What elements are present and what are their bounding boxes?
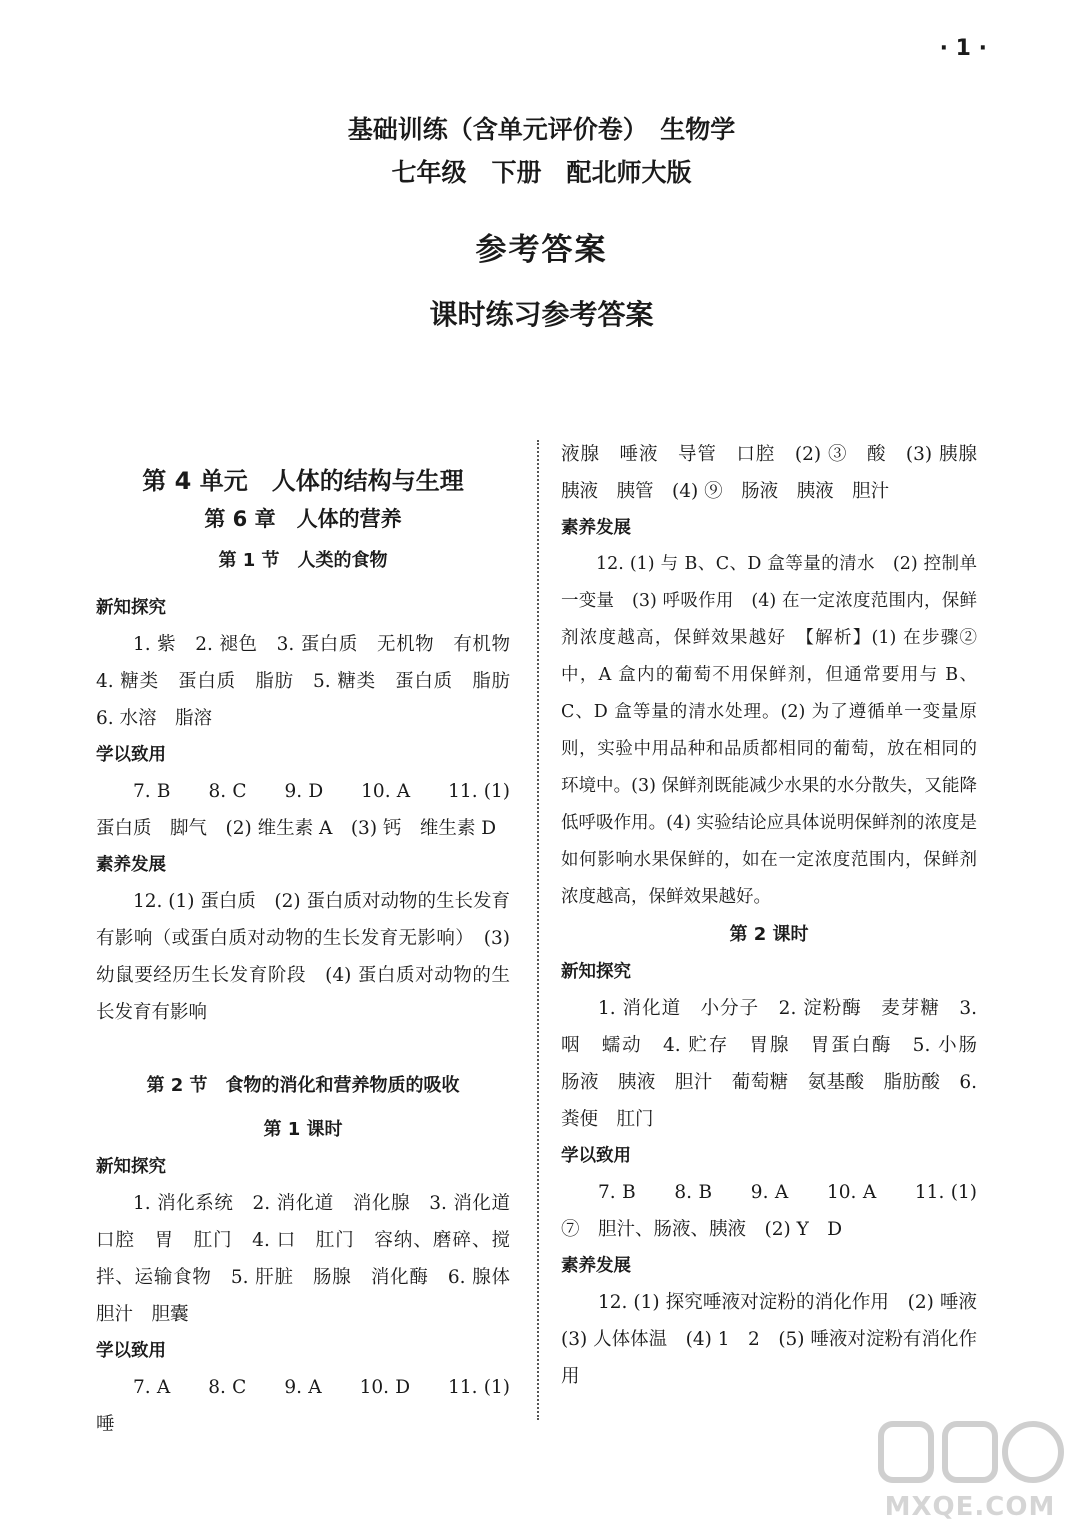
answer-title: 参考答案: [475, 232, 608, 268]
section-heading: 素养发展: [561, 1256, 631, 1276]
answer-paragraph: 液腺 唾液 导管 口腔 (2) ③ 酸 (3) 胰腺 胰液 胰管 (4) ⑨ 肠液 胰液 胆汁: [561, 444, 996, 502]
lesson-title: 第 2 课时: [729, 924, 809, 945]
answer-paragraph: 7. A 8. C 9. A 10. D 11. (1) 唾: [96, 1377, 510, 1435]
answer-paragraph: 1. 消化系统 2. 消化道 消化腺 3. 消化道 口腔 胃 肛门 4. 口 肛门 容纳、磨碎、搅拌、运输食物 5. 肝脏 肠腺 消化酶 6. 腺体 胆汁 胆囊: [96, 1193, 529, 1325]
left-column: [96, 436, 529, 1443]
watermark-icon: [875, 1416, 1065, 1496]
section-heading: 新知探究: [561, 962, 631, 982]
unit-title: 第 4 单元 人体的结构与生理: [142, 467, 464, 495]
answer-paragraph: 1. 消化道 小分子 2. 淀粉酶 麦芽糖 3. 咽 蠕动 4. 贮存 胃腺 胃蛋白酶 5. 小肠 肠液 胰液 胆汁 葡萄糖 氨基酸 脂肪酸 6. 粪便 肛门: [561, 998, 996, 1130]
answer-paragraph: 7. B 8. B 9. A 10. A 11. (1) ⑦ 胆汁、肠液、胰液 (2) Y D: [561, 1182, 977, 1240]
book-edition: 七年级 下册 配北师大版: [391, 158, 692, 187]
answer-paragraph: 1. 紫 2. 褪色 3. 蛋白质 无机物 有机物 4. 糖类 蛋白质 脂肪 5. 糖类 蛋白质 脂肪 6. 水溶 脂溶: [96, 634, 529, 729]
section-title: 第 1 节 人类的食物: [218, 550, 388, 571]
watermark-text: MXQE.COM: [884, 1492, 1056, 1522]
section-heading: 学以致用: [96, 745, 166, 765]
column-divider: [537, 440, 539, 1420]
analysis-text: 【解析】(1) 在步骤②中，A 盒内的葡萄不用保鲜剂，但通常要用与 B、C、D 盒等量的清水处理。(2) 为了遵循单一变量原则，实验中用品种和品质都相同的葡萄，放在相同的环境中。(3) 保鲜剂既能减少水果的水分散失，又能降低呼吸作用。(4) 实验结论应具体说明保鲜剂的浓度是如何影响水果保鲜的，如在一定浓度范围内，保鲜剂浓度越高，保鲜效果越好。: [561, 628, 978, 907]
section-heading: 素养发展: [96, 855, 166, 875]
section-title: 第 2 节 食物的消化和营养物质的吸收: [146, 1075, 460, 1096]
answer-paragraph: 12. (1) 探究唾液对淀粉的消化作用 (2) 唾液 (3) 人体体温 (4) 1 2 (5) 唾液对淀粉有消化作用: [561, 1292, 996, 1387]
answer-paragraph: 12. (1) 蛋白质 (2) 蛋白质对动物的生长发育有影响（或蛋白质对动物的生长发育无影响） (3) 幼鼠要经历生长发育阶段 (4) 蛋白质对动物的生长发育有影响: [96, 891, 510, 1023]
answer-text: 12. (1) 与 B、C、D 盒等量的清水 (2) 控制单一变量 (3) 呼吸作用 (4) 在一定浓度范围内，保鲜剂浓度越高，保鲜效果越好: [561, 554, 977, 648]
answer-paragraph: [561, 546, 977, 916]
right-column: [561, 436, 996, 1395]
chapter-title: 第 6 章 人体的营养: [204, 507, 402, 531]
section-heading: 新知探究: [96, 1157, 166, 1177]
watermark-logo: [875, 1416, 1065, 1526]
book-title: 基础训练（含单元评价卷） 生物学: [347, 115, 736, 144]
section-heading: 学以致用: [561, 1146, 631, 1166]
lesson-title: 第 1 课时: [263, 1119, 343, 1140]
section-heading: 学以致用: [96, 1341, 166, 1361]
section-heading: 素养发展: [561, 518, 631, 538]
page-number: · 1 ·: [939, 36, 987, 61]
answer-paragraph: 7. B 8. C 9. D 10. A 11. (1) 蛋白质 脚气 (2) 维生素 A (3) 钙 维生素 D: [96, 781, 510, 839]
section-heading: 新知探究: [96, 598, 166, 618]
answer-subtitle: 课时练习参考答案: [429, 298, 654, 331]
